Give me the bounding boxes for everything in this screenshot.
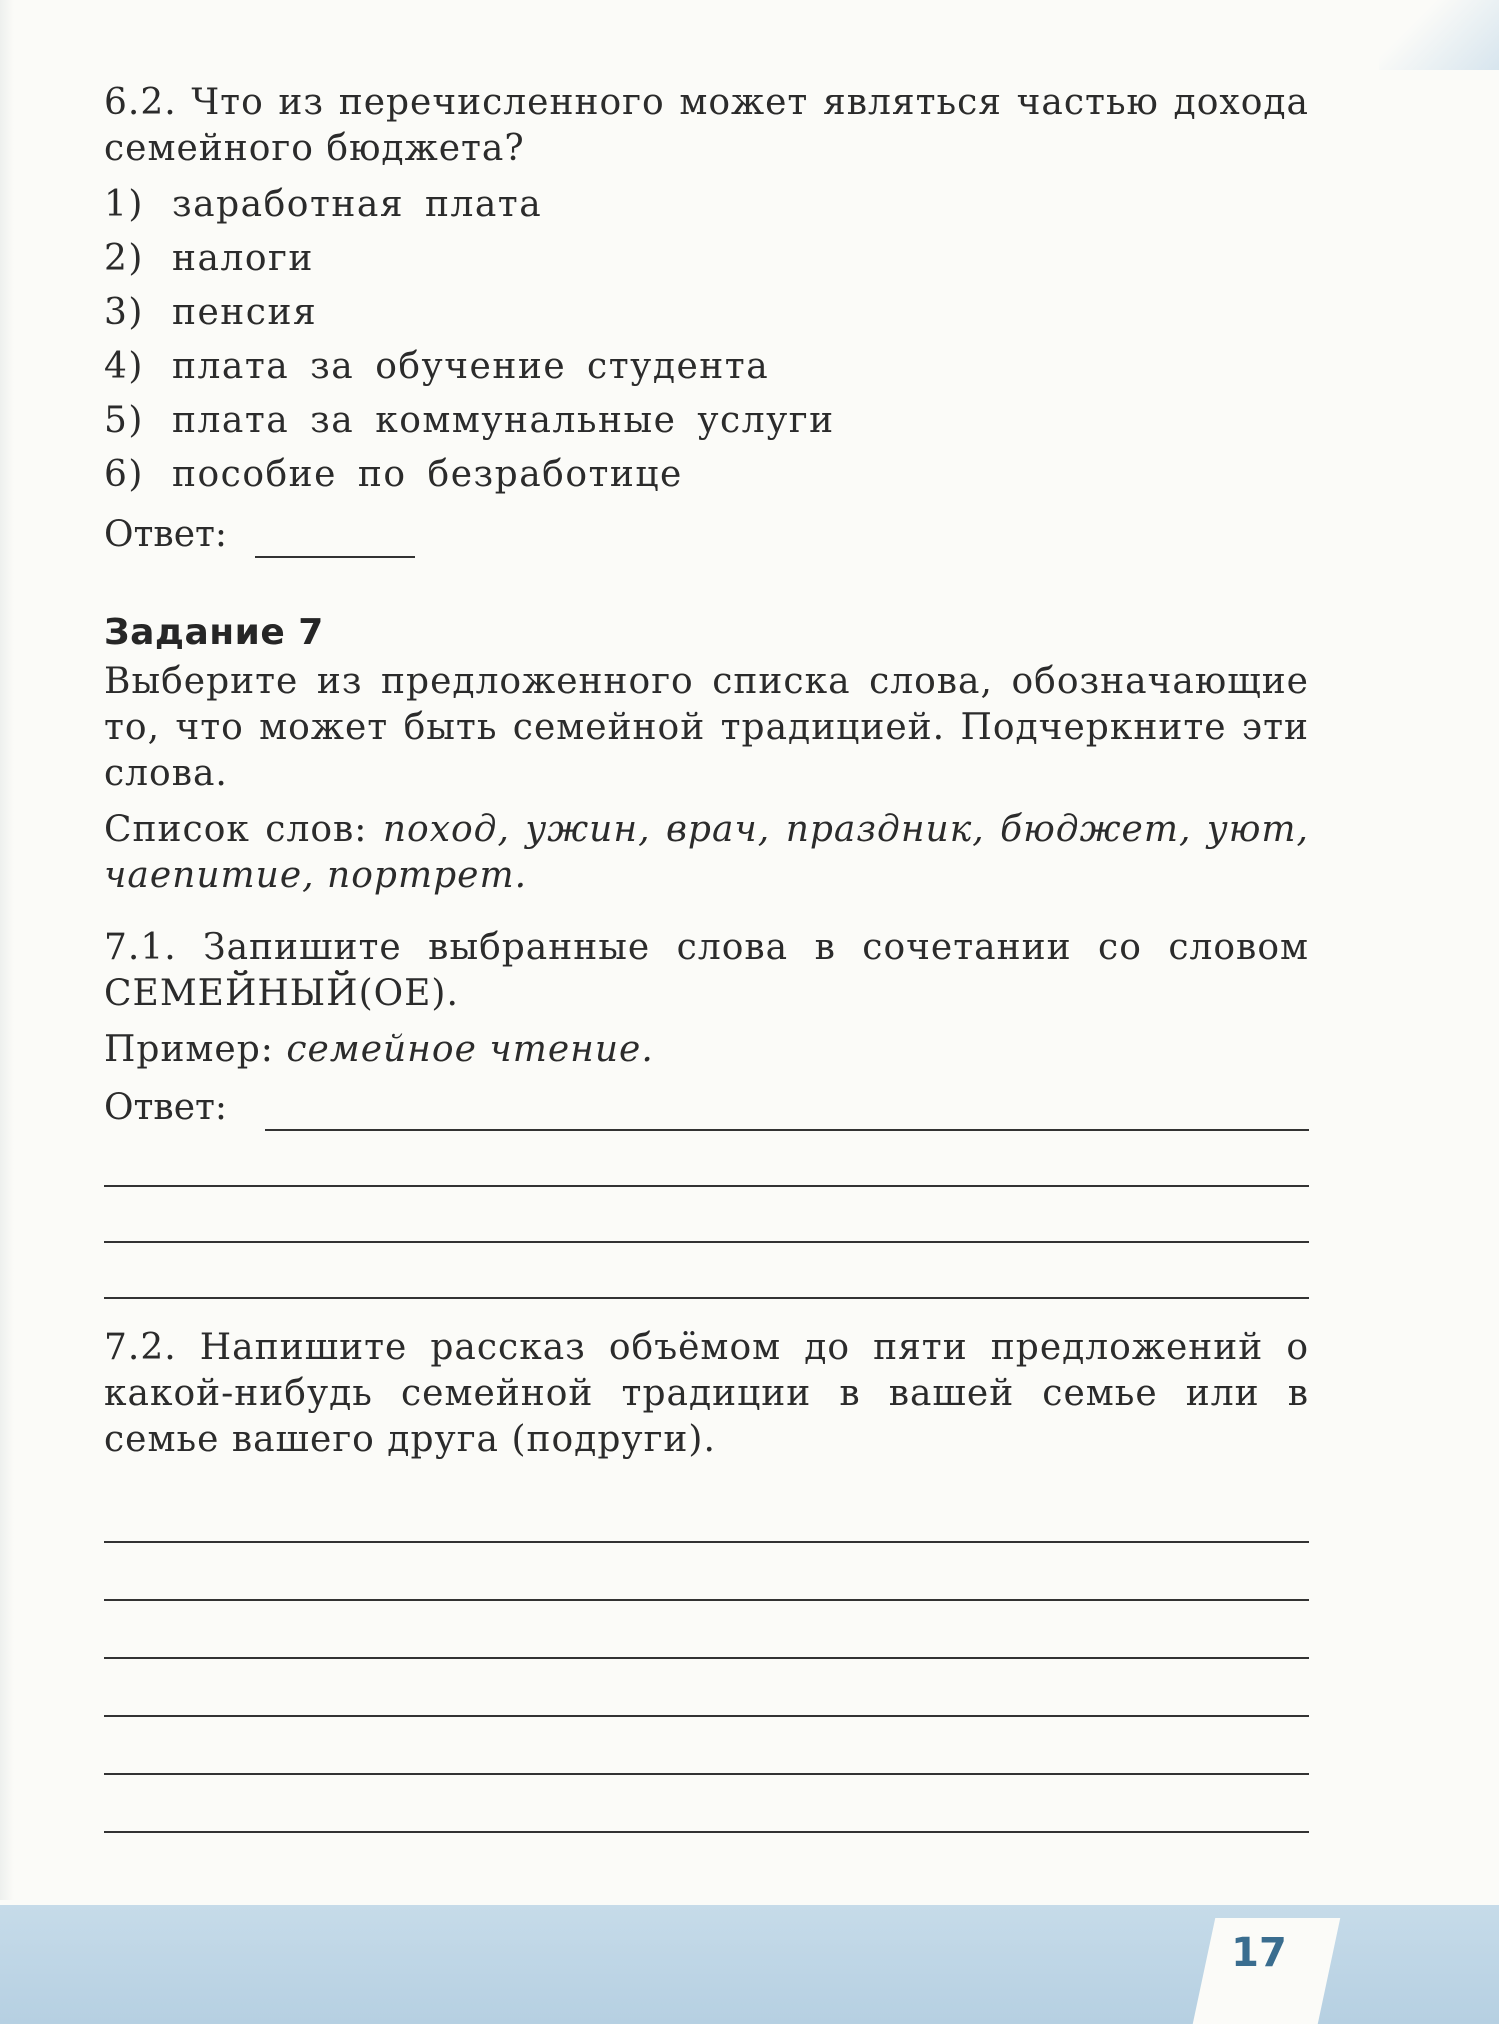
word-list-words: поход, ужин, врач, праздник, бюджет, уют, чаепитие, портрет.: [104, 809, 1309, 896]
word-list-label: Список слов:: [104, 809, 368, 850]
page-corner-tint: [1379, 0, 1499, 70]
word-list: [104, 807, 1309, 899]
answer-line[interactable]: [104, 1187, 1309, 1243]
option-text: пособие по безработице: [172, 454, 683, 495]
option-number: 2): [104, 238, 144, 279]
answer-label: Ответ:: [104, 514, 228, 555]
answer-row-7-1: [104, 1085, 1309, 1131]
option-number: 6): [104, 454, 144, 495]
story-line[interactable]: [104, 1485, 1309, 1543]
option-number: 1): [104, 184, 144, 225]
answer-line[interactable]: [265, 1089, 1309, 1131]
answer-label: Ответ:: [104, 1087, 228, 1128]
page-number: 17: [1231, 1930, 1287, 1976]
option-item: [104, 286, 1309, 340]
option-number: 5): [104, 400, 144, 441]
option-number: 4): [104, 346, 144, 387]
answer-row-6-2: [104, 512, 1309, 558]
task-7-intro: Выберите из предложенного списка слова, обозначающие то, что может быть семейной традицией. Подчеркните эти слова.: [104, 661, 1309, 794]
example-label: Пример:: [104, 1029, 274, 1070]
example-text: семейное чтение.: [286, 1029, 654, 1070]
example-line: [104, 1027, 1309, 1073]
option-text: плата за коммунальные услуги: [172, 400, 835, 441]
option-text: налоги: [172, 238, 314, 279]
answer-line[interactable]: [104, 1243, 1309, 1299]
story-line[interactable]: [104, 1717, 1309, 1775]
question-6-2: 6.2. Что из перечисленного может являться частью дохода семейного бюджета?: [104, 82, 1309, 169]
option-number: 3): [104, 292, 144, 333]
story-line[interactable]: [104, 1659, 1309, 1717]
option-item: [104, 448, 1309, 502]
story-line[interactable]: [104, 1543, 1309, 1601]
option-item: [104, 232, 1309, 286]
story-line[interactable]: [104, 1601, 1309, 1659]
question-7-1: 7.1. Запишите выбранные слова в сочетании со словом СЕМЕЙНЫЙ(ОЕ).: [104, 927, 1309, 1014]
answer-line[interactable]: [104, 1131, 1309, 1187]
option-text: плата за обучение студента: [172, 346, 770, 387]
option-text: пенсия: [172, 292, 318, 333]
option-text: заработная плата: [172, 184, 543, 225]
option-item: [104, 178, 1309, 232]
option-item: [104, 340, 1309, 394]
page-content: [104, 80, 1309, 1833]
option-item: [104, 394, 1309, 448]
answer-blank-6-2[interactable]: [255, 522, 415, 558]
options-list: [104, 178, 1309, 502]
question-7-2: 7.2. Напишите рассказ объёмом до пяти предложений о какой-нибудь семейной традиции в вашей семье или в семье вашего друга (подруги).: [104, 1327, 1309, 1460]
story-line[interactable]: [104, 1775, 1309, 1833]
task-7-title: Задание 7: [104, 612, 324, 653]
page-edge-shadow: [0, 0, 14, 1900]
